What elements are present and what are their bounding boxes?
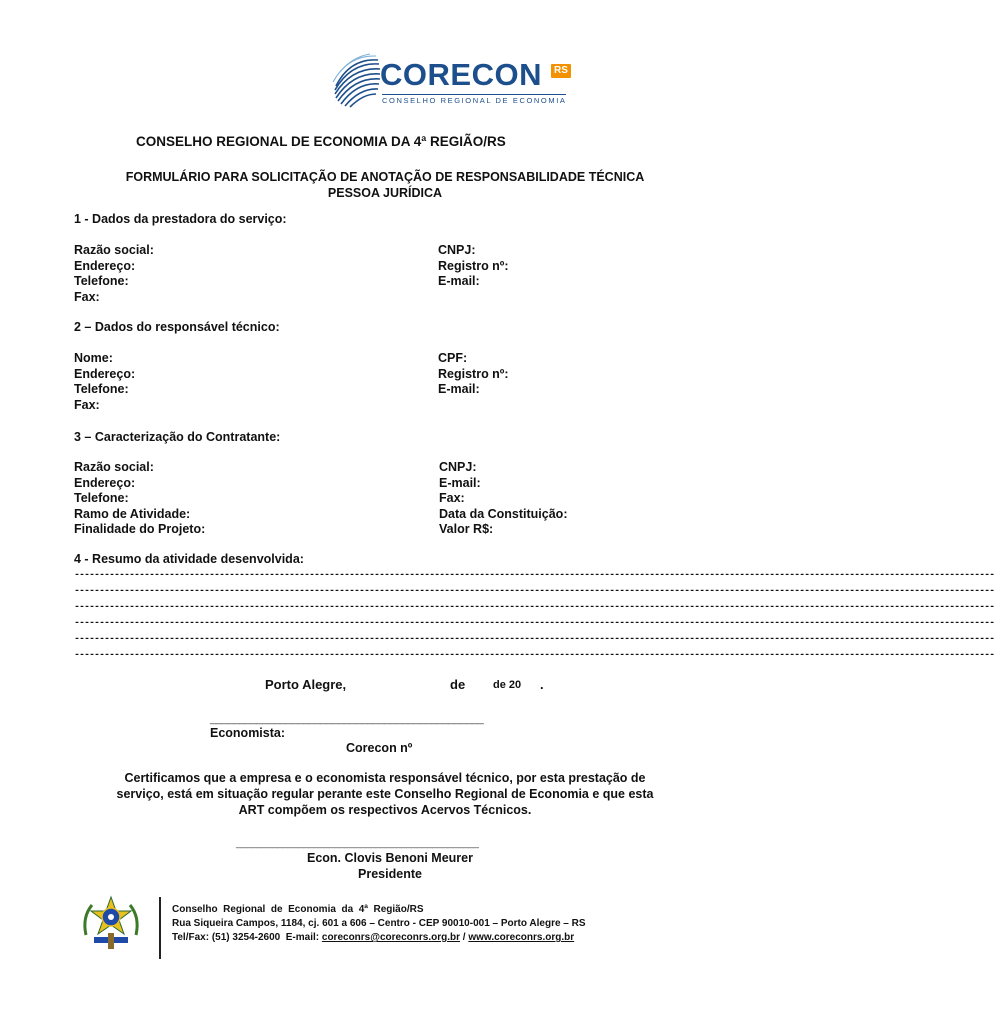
section4-title: 4 - Resumo da atividade desenvolvida: xyxy=(74,552,304,566)
field-label: Valor R$: xyxy=(439,522,494,536)
section2-title: 2 – Dados do responsável técnico: xyxy=(74,320,280,334)
section3-title: 3 – Caracterização do Contratante: xyxy=(74,430,281,444)
form-subtitle: PESSOA JURÍDICA xyxy=(327,186,443,200)
field-label: Finalidade do Projeto: xyxy=(74,522,206,536)
corecon-number-label: Corecon nº xyxy=(346,741,413,755)
footer-phone-label: Tel/Fax: (51) 3254-2600 E-mail: xyxy=(172,932,322,943)
field-label: Endereço: xyxy=(74,475,136,490)
field-label: Nome: xyxy=(74,351,113,365)
date-dot: . xyxy=(540,677,544,692)
logo-tagline: CONSELHO REGIONAL DE ECONOMIA xyxy=(382,96,567,105)
president-signature-line: _______________________________________________ xyxy=(236,838,479,849)
field-label: CNPJ: xyxy=(438,243,476,257)
date-city: Porto Alegre, xyxy=(265,677,347,692)
form-title: FORMULÁRIO PARA SOLICITAÇÃO DE ANOTAÇÃO DE RESPONSABILIDADE TÉCNICA xyxy=(125,170,645,184)
section2-right-fields xyxy=(438,351,509,398)
date-de: de xyxy=(450,677,466,692)
certification-line: Certificamos que a empresa e o economista responsável técnico, por esta prestação de xyxy=(124,771,646,785)
summary-lines xyxy=(74,568,994,664)
field-label: Telefone: xyxy=(74,274,129,288)
section3-right-fields xyxy=(439,460,568,538)
field-label: Endereço: xyxy=(74,258,136,273)
date-year: de 20 xyxy=(493,679,522,691)
section2-left-fields xyxy=(74,351,135,413)
section1-right-fields xyxy=(438,243,509,290)
dashed-line: ---------------------------------------------------------------------------------------------------------------------------------------------------------------------------------------- xyxy=(74,602,994,613)
globe-logo-icon xyxy=(330,52,382,108)
president-role: Presidente xyxy=(358,867,422,881)
field-label: Endereço: xyxy=(74,366,136,381)
certification-line: serviço, está em situação regular perante este Conselho Regional de Economia e que esta xyxy=(116,787,654,801)
brazil-coat-of-arms-icon xyxy=(78,895,144,953)
section1-title: 1 - Dados da prestadora do serviço: xyxy=(74,212,287,226)
field-label: E-mail: xyxy=(438,274,480,288)
field-label: Fax: xyxy=(74,397,100,412)
field-label: Data da Constituição: xyxy=(439,506,568,521)
field-label: Telefone: xyxy=(74,491,129,505)
field-label: Registro nº: xyxy=(438,258,509,273)
logo-wordmark: CORECON xyxy=(380,57,542,92)
council-title: CONSELHO REGIONAL DE ECONOMIA DA 4ª REGIÃO/RS xyxy=(136,134,506,149)
president-name: Econ. Clovis Benoni Meurer xyxy=(306,851,473,865)
field-label: Telefone: xyxy=(74,382,129,396)
footer-line: Rua Siqueira Campos, 1184, cj. 601 a 606 – Centro - CEP 90010-001 – Porto Alegre – RS xyxy=(172,918,586,929)
certification-line: ART compõem os respectivos Acervos Técnicos. xyxy=(238,803,532,817)
footer-line: Conselho Regional de Economia da 4ª Região/RS xyxy=(172,904,424,915)
field-label: E-mail: xyxy=(439,475,481,490)
dashed-line: ---------------------------------------------------------------------------------------------------------------------------------------------------------------------------------------- xyxy=(74,570,994,581)
dashed-line: ---------------------------------------------------------------------------------------------------------------------------------------------------------------------------------------- xyxy=(74,618,994,629)
dashed-line: ---------------------------------------------------------------------------------------------------------------------------------------------------------------------------------------- xyxy=(74,586,994,597)
economist-signature-line: _______________________________________________ xyxy=(210,713,484,725)
field-label: Fax: xyxy=(74,289,100,304)
certification-text xyxy=(60,770,710,818)
section1-left-fields xyxy=(74,243,154,305)
corecon-logo xyxy=(330,52,580,108)
field-label: Fax: xyxy=(439,491,465,505)
footer-email-link[interactable]: coreconrs@coreconrs.org.br xyxy=(321,932,461,943)
dashed-line: ---------------------------------------------------------------------------------------------------------------------------------------------------------------------------------------- xyxy=(74,634,994,645)
footer-website-link[interactable]: www.coreconrs.org.br xyxy=(468,932,575,943)
field-label: CNPJ: xyxy=(439,460,477,474)
field-label: Ramo de Atividade: xyxy=(74,506,191,521)
section3-left-fields xyxy=(74,460,205,538)
footer-contact xyxy=(172,931,586,945)
field-label: E-mail: xyxy=(438,382,480,396)
footer-separator: / xyxy=(460,932,469,943)
field-label: Razão social: xyxy=(74,243,154,257)
dashed-line: ---------------------------------------------------------------------------------------------------------------------------------------------------------------------------------------- xyxy=(74,650,994,661)
footer-address xyxy=(172,903,586,945)
economist-label: Economista: xyxy=(210,726,286,740)
field-label: Razão social: xyxy=(74,460,154,474)
field-label: Registro nº: xyxy=(438,366,509,381)
logo-badge: RS xyxy=(551,64,571,78)
footer-divider xyxy=(159,897,161,959)
field-label: CPF: xyxy=(438,351,468,365)
